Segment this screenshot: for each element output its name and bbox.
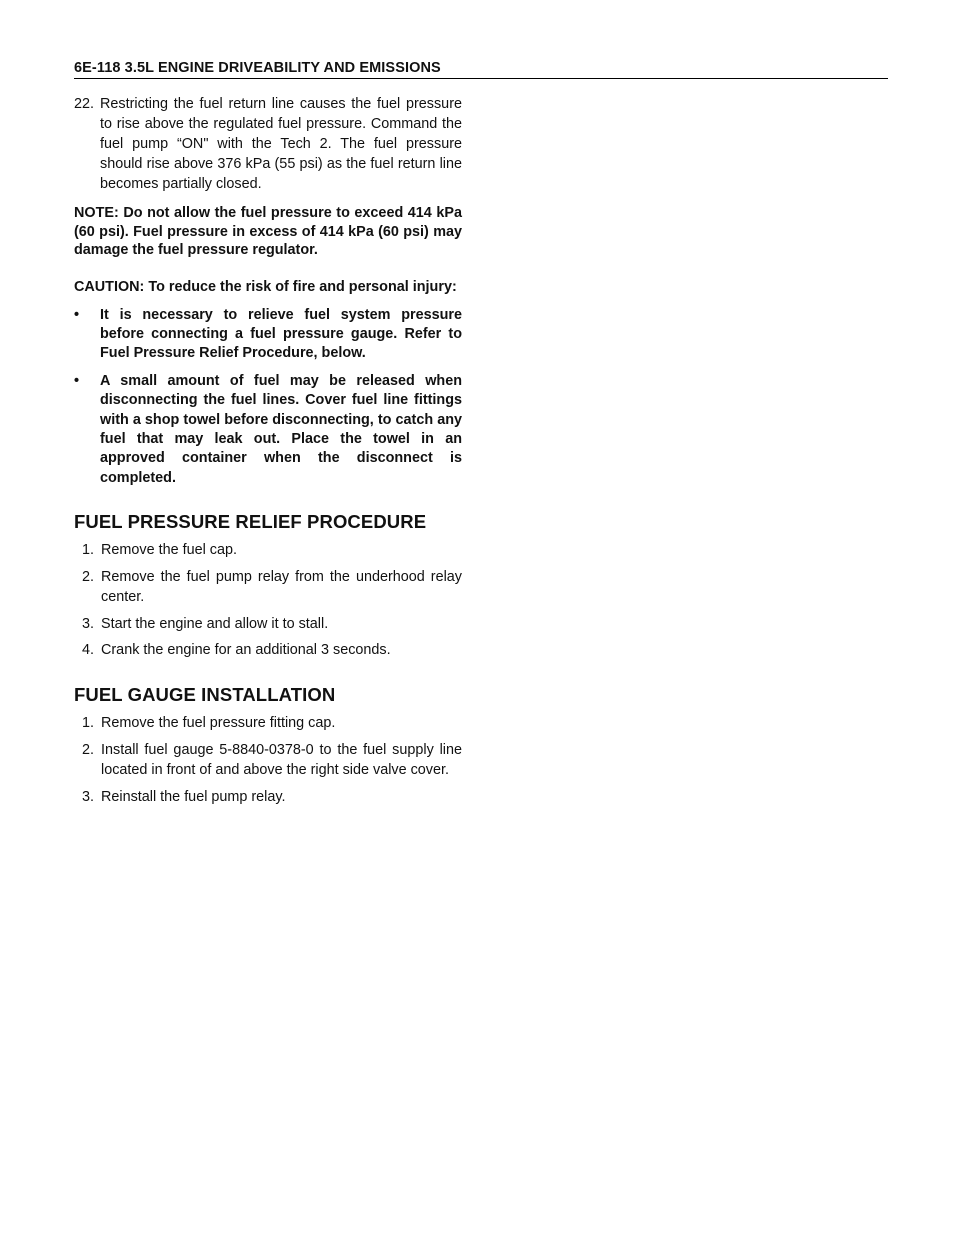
list-item bbox=[74, 641, 462, 661]
step-number: 1. bbox=[82, 715, 95, 732]
bullet-text: It is necessary to relieve fuel system pressure before connecting a fuel pressure gauge. Refer to Fuel Pressure Relief Procedure, below. bbox=[100, 306, 462, 362]
step-text: Restricting the fuel return line causes the fuel pressure to rise above the regulated fuel pressure. Command the fuel pump “ON" with the Tech 2. The fuel pressure should rise above 376 kPa (55 psi) as the fuel return line becomes partially closed. bbox=[100, 96, 462, 192]
step-text: Remove the fuel cap. bbox=[101, 542, 237, 559]
step-text: Remove the fuel pressure fitting cap. bbox=[101, 715, 336, 732]
step-number: 22. bbox=[74, 96, 95, 112]
step-number: 1. bbox=[82, 542, 95, 559]
bullet-icon: • bbox=[74, 306, 80, 323]
bullet-icon: • bbox=[74, 372, 80, 389]
step-number: 2. bbox=[82, 568, 95, 585]
list-item bbox=[74, 541, 462, 561]
list-item bbox=[74, 615, 462, 635]
list-item bbox=[74, 568, 462, 608]
caution-bullet bbox=[74, 372, 462, 488]
section-title-gauge: FUEL GAUGE INSTALLATION bbox=[74, 684, 336, 706]
bullet-text: A small amount of fuel may be released when disconnecting the fuel lines. Cover fuel line fittings with a shop towel before disconnecting, to catch any fuel that may leak out. Place the towel in an approved container when the disconnect is completed. bbox=[100, 372, 462, 486]
step-text: Install fuel gauge 5-8840-0378-0 to the fuel supply line located in front of and above the right side valve cover. bbox=[101, 741, 462, 778]
step-text: Crank the engine for an additional 3 seconds. bbox=[101, 642, 391, 659]
list-item bbox=[74, 741, 462, 781]
list-item bbox=[74, 714, 462, 734]
page-header bbox=[74, 58, 888, 79]
step-number: 3. bbox=[82, 788, 95, 805]
step-number: 2. bbox=[82, 741, 95, 758]
step-text: Start the engine and allow it to stall. bbox=[101, 615, 329, 632]
caution-heading: CAUTION: To reduce the risk of fire and personal injury: bbox=[74, 278, 457, 295]
step-22 bbox=[74, 94, 462, 194]
step-text: Reinstall the fuel pump relay. bbox=[101, 788, 286, 805]
caution-bullet bbox=[74, 306, 462, 364]
step-text: Remove the fuel pump relay from the underhood relay center. bbox=[101, 568, 462, 605]
note-paragraph: NOTE: Do not allow the fuel pressure to exceed 414 kPa (60 psi). Fuel pressure in excess of 414 kPa (60 psi) may damage the fuel pressure regulator. bbox=[74, 205, 462, 258]
step-number: 3. bbox=[82, 615, 95, 632]
main-column bbox=[74, 94, 462, 807]
step-number: 4. bbox=[82, 642, 95, 659]
list-item bbox=[74, 788, 462, 808]
section-title-relief: FUEL PRESSURE RELIEF PROCEDURE bbox=[74, 511, 427, 533]
page-title: 6E-118 3.5L ENGINE DRIVEABILITY AND EMISSIONS bbox=[74, 60, 441, 76]
